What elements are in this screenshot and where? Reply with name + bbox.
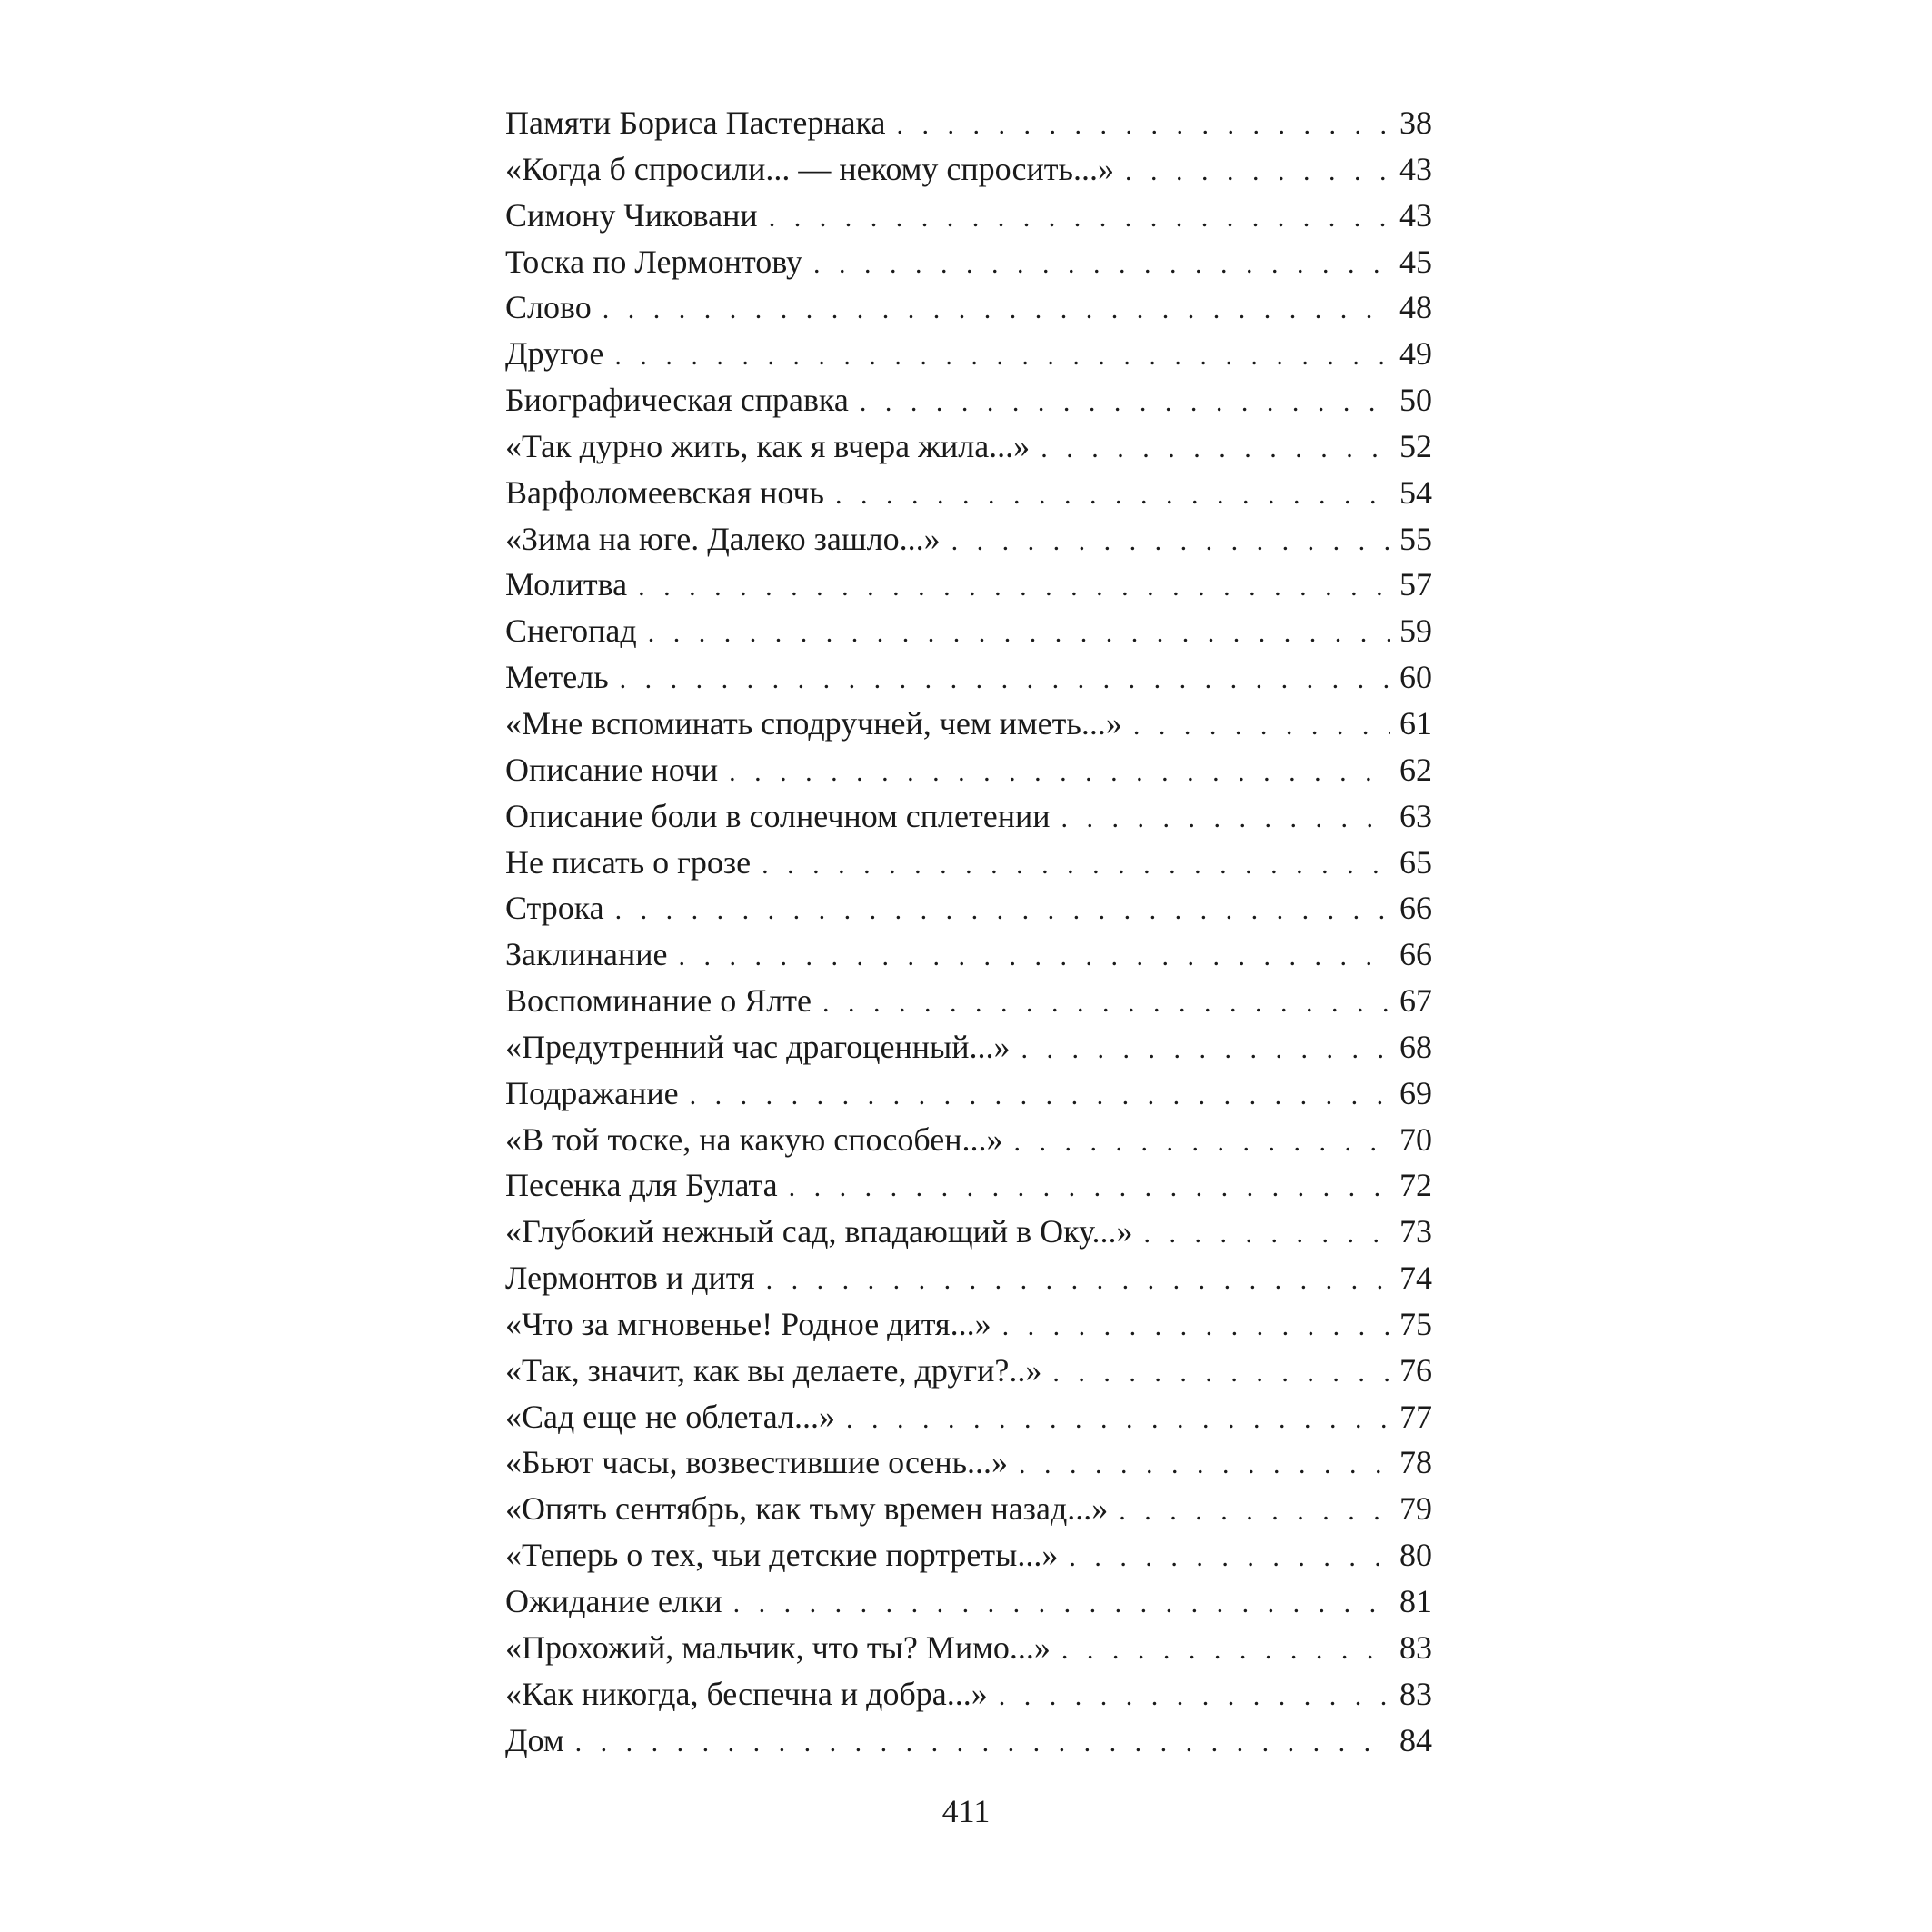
toc-entry-title: Не писать о грозе: [505, 843, 752, 881]
toc-entry: [505, 701, 1432, 747]
toc-entry-page: 48: [1399, 289, 1432, 326]
toc-entry: [505, 747, 1432, 793]
toc-entry: [505, 1348, 1432, 1394]
toc-entry: [505, 1625, 1432, 1671]
toc-entry: [505, 423, 1432, 470]
dot-leader: [1021, 1027, 1391, 1073]
dot-leader: [769, 195, 1390, 242]
toc-entry-title: «Сад еще не облетал...»: [505, 1398, 836, 1435]
dot-leader: [679, 934, 1391, 981]
toc-entry-title: «В той тоске, на какую способен...»: [505, 1120, 1003, 1158]
toc-entry-title: Памяти Бориса Пастернака: [505, 105, 886, 141]
toc-entry-title: Снегопад: [505, 612, 637, 650]
dot-leader: [1144, 1211, 1390, 1258]
toc-entry-page: 76: [1399, 1351, 1432, 1389]
toc-entry-title: Заклинание: [505, 936, 668, 973]
toc-entry-page: 69: [1399, 1074, 1432, 1111]
toc-entry: [505, 978, 1432, 1024]
toc-entry: [505, 1024, 1432, 1071]
toc-entry-title: Лермонтов и дитя: [505, 1260, 755, 1297]
toc-entry: [505, 331, 1432, 377]
toc-entry: [505, 562, 1432, 608]
dot-leader: [822, 981, 1390, 1027]
toc-entry: [505, 1071, 1432, 1117]
dot-leader: [762, 842, 1390, 889]
toc-entry-page: 59: [1399, 612, 1432, 650]
toc-entry-page: 43: [1399, 196, 1432, 234]
toc-entry: [505, 1117, 1432, 1163]
dot-leader: [860, 380, 1390, 426]
dot-leader: [620, 657, 1390, 703]
toc-entry-title: Другое: [505, 335, 604, 373]
dot-leader: [1052, 1350, 1390, 1397]
toc-entry: [505, 1486, 1432, 1532]
toc-entry-page: 84: [1399, 1721, 1432, 1758]
toc-entry-page: 55: [1399, 520, 1432, 557]
toc-entry-title: «Бьют часы, возвестившие осень...»: [505, 1444, 1009, 1481]
toc-entry-page: 83: [1399, 1675, 1432, 1712]
toc-entry-page: 70: [1399, 1120, 1432, 1158]
toc-entry-page: 49: [1399, 335, 1432, 373]
dot-leader: [1002, 1304, 1390, 1350]
toc-entry: [505, 654, 1432, 701]
toc-entry-title: Описание боли в солнечном сплетении: [505, 797, 1051, 834]
toc-entry-title: Метель: [505, 659, 609, 696]
toc-entry-title: Тоска по Лермонтову: [505, 243, 803, 280]
toc-entry-page: 45: [1399, 243, 1432, 280]
toc-entry-title: «Что за мгновенье! Родное дитя...»: [505, 1305, 991, 1342]
toc-entry: [505, 1439, 1432, 1486]
toc-entry: [505, 239, 1432, 285]
toc-entry: [505, 146, 1432, 193]
toc-entry: [505, 100, 1432, 146]
toc-entry: [505, 193, 1432, 239]
toc-entry-title: «Мне вспоминать сподручней, чем иметь...»: [505, 704, 1122, 742]
toc-entry: [505, 793, 1432, 840]
toc-entry: [505, 1209, 1432, 1255]
toc-entry-title: Дом: [505, 1721, 564, 1758]
dot-leader: [638, 564, 1390, 611]
toc-entry: [505, 885, 1432, 931]
dot-leader: [789, 1165, 1390, 1211]
toc-entry-title: «Прохожий, мальчик, что ты? Мимо...»: [505, 1628, 1051, 1666]
toc-entry-page: 66: [1399, 936, 1432, 973]
toc-entry-page: 72: [1399, 1167, 1432, 1204]
dot-leader: [813, 242, 1390, 288]
toc-entry: [505, 1162, 1432, 1209]
toc-entry: [505, 377, 1432, 423]
toc-entry-title: Строка: [505, 890, 604, 927]
dot-leader: [951, 519, 1390, 565]
dot-leader: [1119, 1489, 1390, 1535]
toc-entry-title: «Глубокий нежный сад, впадающий в Оку...»: [505, 1213, 1133, 1250]
toc-entry-page: 79: [1399, 1490, 1432, 1528]
toc-entry-page: 68: [1399, 1028, 1432, 1065]
dot-leader: [1019, 1442, 1390, 1489]
toc-entry: [505, 470, 1432, 516]
dot-leader: [690, 1073, 1390, 1120]
dot-leader: [1014, 1120, 1391, 1166]
toc-entry-title: «Так, значит, как вы делаете, други?..»: [505, 1351, 1042, 1389]
dot-leader: [603, 287, 1390, 334]
toc-entry-page: 78: [1399, 1444, 1432, 1481]
toc-entry-title: Подражание: [505, 1074, 679, 1111]
toc-entry-title: «Когда б спросили... — некому спросить...»: [505, 150, 1114, 187]
toc-entry-page: 60: [1399, 659, 1432, 696]
toc-entry-title: «Теперь о тех, чьи детские портреты...»: [505, 1537, 1059, 1574]
toc-entry: [505, 516, 1432, 563]
toc-entry-page: 62: [1399, 751, 1432, 788]
toc-entry-title: Песенка для Булата: [505, 1167, 778, 1204]
toc-entry-page: 81: [1399, 1583, 1432, 1619]
toc-entry-title: «Опять сентябрь, как тьму времен назад...»: [505, 1490, 1109, 1528]
toc-entry-page: 67: [1399, 982, 1432, 1020]
toc-entry-page: 65: [1399, 843, 1432, 881]
dot-leader: [615, 888, 1390, 934]
dot-leader: [1125, 149, 1390, 195]
toc-entry: [505, 1671, 1432, 1718]
toc-entry: [505, 840, 1432, 886]
toc-entry-page: 66: [1399, 890, 1432, 927]
dot-leader: [999, 1674, 1390, 1720]
table-of-contents: [505, 100, 1432, 1763]
toc-entry: [505, 1578, 1432, 1625]
toc-entry-title: «Так дурно жить, как я вчера жила...»: [505, 427, 1031, 464]
toc-entry: [505, 284, 1432, 331]
dot-leader: [1061, 1628, 1390, 1674]
page-number: 411: [941, 1793, 991, 1829]
toc-entry: [505, 931, 1432, 978]
dot-leader: [729, 750, 1390, 796]
toc-entry-title: «Предутренний час драгоценный...»: [505, 1028, 1011, 1065]
toc-entry-page: 43: [1399, 150, 1432, 187]
toc-entry-page: 83: [1399, 1628, 1432, 1666]
toc-entry-title: Описание ночи: [505, 751, 719, 788]
toc-entry-title: Варфоломеевская ночь: [505, 473, 824, 511]
toc-entry-page: 80: [1399, 1537, 1432, 1574]
toc-entry-title: Воспоминание о Ялте: [505, 982, 812, 1020]
toc-entry-title: Биографическая справка: [505, 382, 849, 419]
dot-leader: [648, 611, 1390, 657]
dot-leader: [1041, 426, 1390, 473]
toc-entry-page: 77: [1399, 1398, 1432, 1435]
dot-leader: [575, 1720, 1390, 1767]
toc-entry: [505, 1532, 1432, 1578]
dot-leader: [1069, 1535, 1390, 1581]
toc-entry-title: Молитва: [505, 566, 628, 603]
toc-entry-page: 74: [1399, 1260, 1432, 1297]
dot-leader: [835, 473, 1390, 519]
toc-entry-page: 38: [1399, 105, 1432, 141]
toc-entry-page: 50: [1399, 382, 1432, 419]
toc-entry: [505, 608, 1432, 654]
toc-entry: [505, 1301, 1432, 1348]
toc-entry-title: «Как никогда, беспечна и добра...»: [505, 1675, 988, 1712]
toc-entry-page: 61: [1399, 704, 1432, 742]
dot-leader: [733, 1581, 1390, 1628]
dot-leader: [766, 1258, 1390, 1304]
toc-entry-title: Ожидание елки: [505, 1583, 722, 1619]
toc-entry-page: 57: [1399, 566, 1432, 603]
toc-entry: [505, 1394, 1432, 1440]
toc-entry: [505, 1718, 1432, 1764]
dot-leader: [896, 103, 1390, 149]
toc-entry-page: 75: [1399, 1305, 1432, 1342]
dot-leader: [614, 334, 1390, 380]
toc-entry: [505, 1255, 1432, 1301]
toc-entry-page: 52: [1399, 427, 1432, 464]
toc-entry-page: 73: [1399, 1213, 1432, 1250]
toc-entry-title: Симону Чиковани: [505, 196, 758, 234]
dot-leader: [846, 1397, 1390, 1443]
toc-entry-page: 63: [1399, 797, 1432, 834]
toc-entry-page: 54: [1399, 473, 1432, 511]
dot-leader: [1061, 796, 1390, 842]
dot-leader: [1133, 703, 1390, 750]
toc-entry-title: «Зима на юге. Далеко зашло...»: [505, 520, 941, 557]
toc-entry-title: Слово: [505, 289, 592, 326]
